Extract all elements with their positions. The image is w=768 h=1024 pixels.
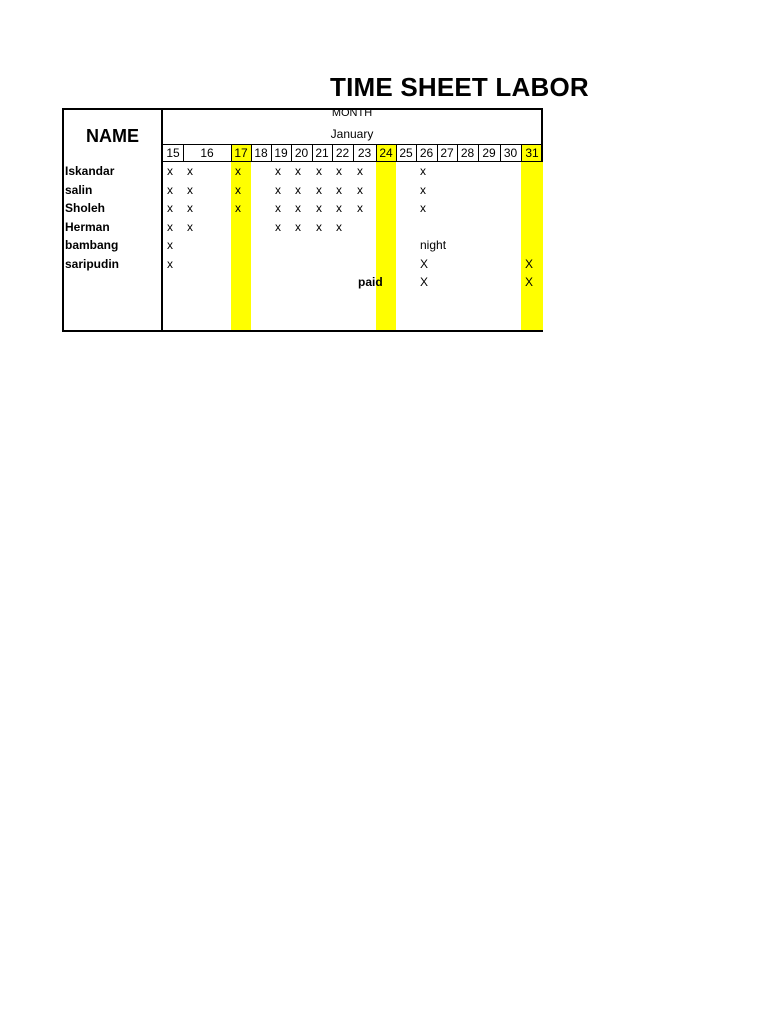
day-separator [332, 145, 333, 161]
mark-day-23: x [357, 183, 363, 197]
mark-day-26: night [420, 238, 447, 252]
day-header-19: 19 [274, 146, 288, 160]
worker-name: salin [65, 183, 93, 197]
day-separator [396, 145, 397, 161]
day-header-16: 16 [200, 146, 214, 160]
mark-day-21: x [316, 220, 322, 234]
day-separator [416, 145, 417, 161]
day-header-24: 24 [379, 146, 393, 160]
mark-day-19: x [275, 183, 281, 197]
mark-day-26: x [420, 201, 426, 215]
mark-day-17: x [235, 201, 241, 215]
day-header-17: 17 [234, 146, 248, 160]
mark-day-21: x [316, 201, 322, 215]
day-separator [521, 145, 522, 161]
day-separator [478, 145, 479, 161]
mark-day-31: X [525, 257, 534, 271]
day-separator [500, 145, 501, 161]
day-header-25: 25 [399, 146, 413, 160]
mark-day-22: x [336, 201, 342, 215]
highlight-column-24 [376, 145, 396, 331]
mark-day-21: x [316, 183, 322, 197]
day-header-30: 30 [503, 146, 518, 160]
mark-day-20: x [295, 220, 301, 234]
worker-name: Sholeh [65, 201, 106, 215]
day-header-28: 28 [460, 146, 475, 160]
paid-label: paid [358, 275, 383, 289]
mark-day-26: x [420, 164, 426, 178]
worker-name: saripudin [65, 257, 120, 271]
mark-day-23: x [357, 164, 363, 178]
mark-day-26: X [420, 275, 429, 289]
mark-day-26: x [420, 183, 426, 197]
mark-day-15: x [167, 220, 173, 234]
mark-day-21: x [316, 164, 322, 178]
day-separator [376, 145, 377, 161]
day-header-18: 18 [254, 146, 268, 160]
day-separator [291, 145, 292, 161]
day-header-20: 20 [294, 146, 309, 160]
mark-day-16: x [187, 201, 193, 215]
day-header-31: 31 [525, 146, 539, 160]
border-top [62, 108, 543, 110]
mark-day-31: X [525, 275, 534, 289]
mark-day-15: x [167, 238, 173, 252]
mark-day-17: x [235, 164, 241, 178]
mark-day-22: x [336, 164, 342, 178]
worker-name: Iskandar [65, 164, 115, 178]
mark-day-22: x [336, 183, 342, 197]
worker-name: bambang [65, 238, 119, 252]
day-header-21: 21 [315, 146, 329, 160]
day-separator [183, 145, 184, 161]
mark-day-20: x [295, 183, 301, 197]
day-separator [312, 145, 313, 161]
day-header-15: 15 [166, 146, 180, 160]
day-separator [457, 145, 458, 161]
day-header-22: 22 [335, 146, 350, 160]
month-label: MONTH [331, 107, 373, 119]
day-separator [271, 145, 272, 161]
timesheet-table [0, 0, 543, 340]
mark-day-15: x [167, 257, 173, 271]
border-bottom [62, 330, 543, 332]
mark-day-15: x [167, 183, 173, 197]
mark-day-23: x [357, 201, 363, 215]
page-title: TIME SHEET LABOR [330, 72, 589, 102]
day-separator [251, 145, 252, 161]
day-header-29: 29 [482, 146, 496, 160]
day-header-23: 23 [357, 146, 372, 160]
mark-day-16: x [187, 220, 193, 234]
month-value: January [330, 127, 374, 141]
mark-day-19: x [275, 164, 281, 178]
mark-day-16: x [187, 164, 193, 178]
mark-day-16: x [187, 183, 193, 197]
mark-day-15: x [167, 201, 173, 215]
mark-day-22: x [336, 220, 342, 234]
name-header: NAME [86, 126, 139, 146]
mark-day-20: x [295, 201, 301, 215]
day-header-27: 27 [440, 146, 454, 160]
day-header-26: 26 [419, 146, 434, 160]
worker-name: Herman [65, 220, 110, 234]
mark-day-19: x [275, 220, 281, 234]
day-separator [437, 145, 438, 161]
mark-day-26: X [420, 257, 429, 271]
mark-day-17: x [235, 183, 241, 197]
highlight-column-17 [231, 145, 251, 331]
day-separator [353, 145, 354, 161]
mark-day-19: x [275, 201, 281, 215]
mark-day-20: x [295, 164, 301, 178]
mark-day-15: x [167, 164, 173, 178]
day-separator [231, 145, 232, 161]
highlight-column-31 [521, 145, 543, 331]
